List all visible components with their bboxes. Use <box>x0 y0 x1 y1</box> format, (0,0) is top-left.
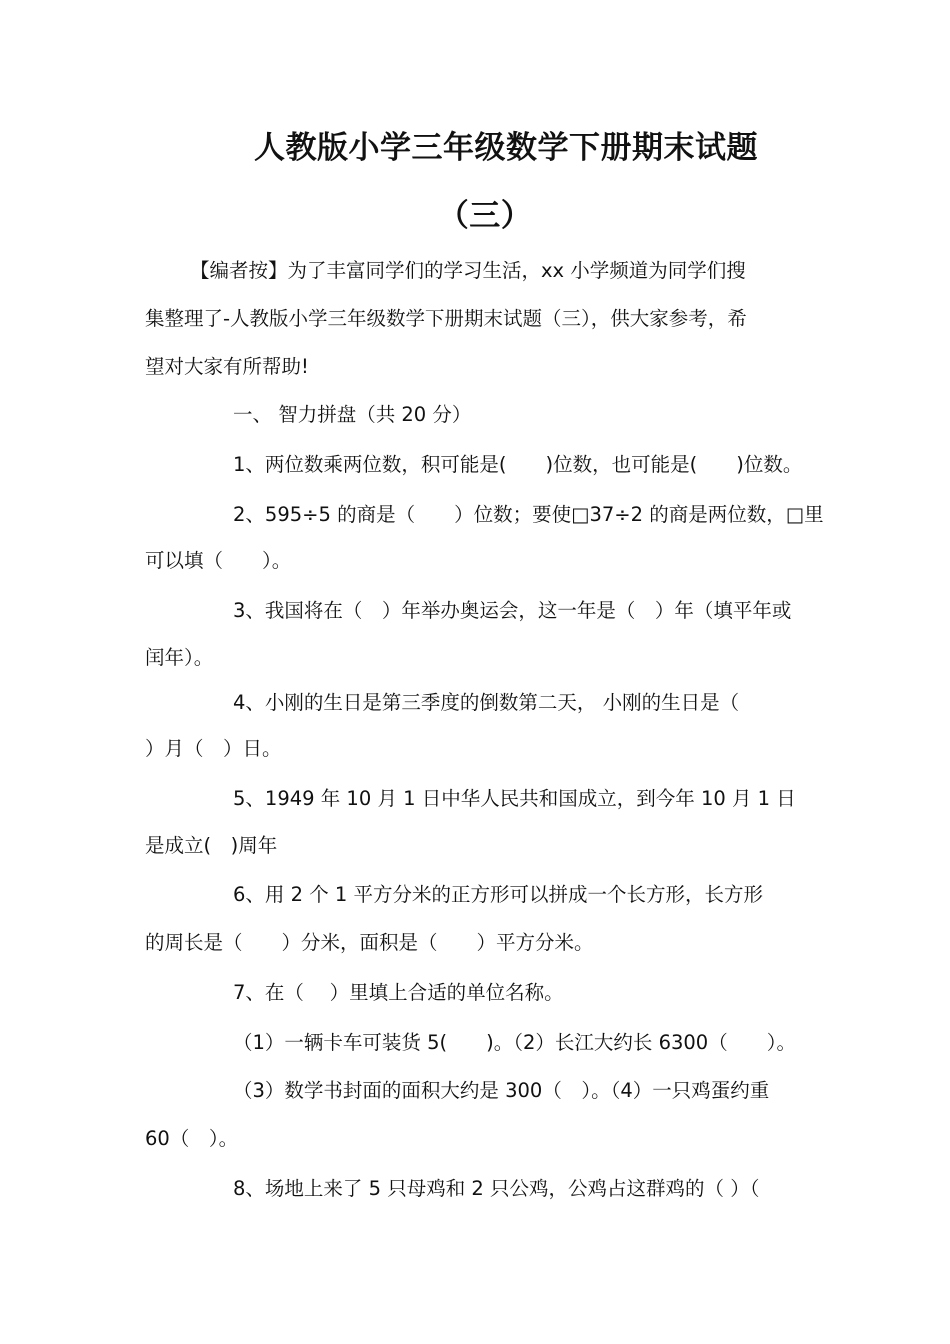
question-7-items-1: （1）一辆卡车可装货 5( )。（2）长江大约长 6300（ ）。 <box>233 1031 796 1054</box>
question-2-line-2: 可以填（ ）。 <box>145 549 292 572</box>
section-heading: 一、 智力拼盘（共 20 分） <box>233 403 472 426</box>
question-3-line-1: 3、我国将在（ ）年举办奥运会，这一年是（ ）年（填平年或 <box>233 599 792 622</box>
question-7: 7、在（ ）里填上合适的单位名称。 <box>233 981 564 1004</box>
editor-note-line-3: 望对大家有所帮助! <box>145 355 309 378</box>
question-4-line-1: 4、小刚的生日是第三季度的倒数第二天， 小刚的生日是（ <box>233 691 740 714</box>
question-7-items-3: 60（ ）。 <box>145 1127 239 1150</box>
document-title: 人教版小学三年级数学下册期末试题 <box>254 130 758 166</box>
document-subtitle: （三） <box>437 198 533 234</box>
question-6-line-2: 的周长是（ ）分米，面积是（ ）平方分米。 <box>145 931 594 954</box>
question-1: 1、两位数乘两位数，积可能是( )位数，也可能是( )位数。 <box>233 453 803 476</box>
question-2-line-1: 2、595÷5 的商是（ ）位数；要使□37÷2 的商是两位数，□里 <box>233 503 824 526</box>
question-3-line-2: 闰年）。 <box>145 646 214 669</box>
question-5-line-2: 是成立( )周年 <box>145 834 278 857</box>
editor-note-line-1: 【编者按】为了丰富同学们的学习生活，xx 小学频道为同学们搜 <box>190 259 746 282</box>
editor-note-line-2: 集整理了-人教版小学三年级数学下册期末试题（三），供大家参考，希 <box>145 307 747 330</box>
question-4-line-2: ）月（ ）日。 <box>145 737 282 760</box>
question-8-line-1: 8、场地上来了 5 只母鸡和 2 只公鸡，公鸡占这群鸡的（ ）（ <box>233 1177 760 1200</box>
question-6-line-1: 6、用 2 个 1 平方分米的正方形可以拼成一个长方形，长方形 <box>233 883 764 906</box>
question-7-items-2: （3）数学书封面的面积大约是 300（ ）。（4）一只鸡蛋约重 <box>233 1079 770 1102</box>
question-5-line-1: 5、1949 年 10 月 1 日中华人民共和国成立，到今年 10 月 1 日 <box>233 787 796 810</box>
